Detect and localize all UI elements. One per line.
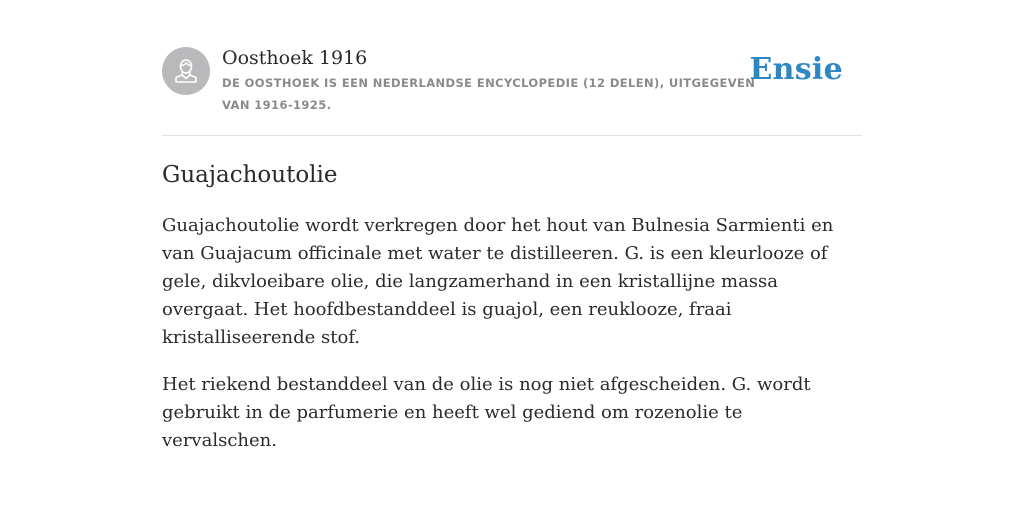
entry-title: Guajachoutolie — [162, 162, 338, 188]
entry-paragraph: Het riekend bestanddeel van de olie is nog niet afgescheiden. G. wordt gebruikt in de parfumerie en heeft wel gediend om rozenolie te vervalschen. — [162, 374, 811, 451]
page-container — [162, 0, 862, 451]
source-header — [162, 0, 862, 136]
brand-logo[interactable]: Ensie — [749, 52, 843, 87]
entry-paragraph: Guajachoutolie wordt verkregen door het hout van Bulnesia Sarmienti en van Guajacum officinale met water te distilleeren. G. is een kleurlooze of gele, dikvloeibare olie, die langzamerhand in een kristallijne massa overgaat. Het hoofdbestanddeel is guajol, een reuklooze, fraai kristalliseerende stof. — [162, 215, 834, 348]
entry-body — [162, 212, 862, 474]
person-outline-icon — [173, 57, 199, 85]
avatar[interactable] — [162, 47, 210, 95]
source-info — [222, 45, 762, 116]
source-description: DE OOSTHOEK IS EEN NEDERLANDSE ENCYCLOPEDIE (12 DELEN), UITGEGEVEN VAN 1916-1925. — [222, 76, 756, 112]
source-title[interactable]: Oosthoek 1916 — [222, 47, 368, 69]
